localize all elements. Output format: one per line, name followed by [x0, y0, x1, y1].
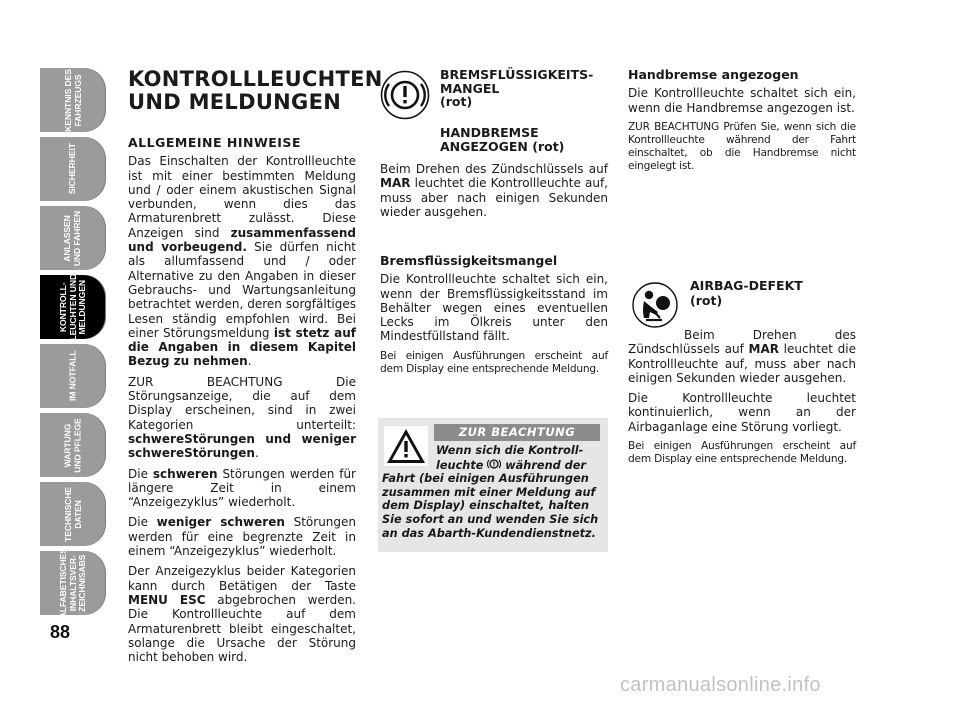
warning-line: Wenn sich die Kontroll- [436, 444, 584, 457]
text: . [254, 446, 259, 461]
bold-text: schweren [152, 466, 218, 481]
bold-text: zusammenfassend und vorbeugend. [128, 225, 356, 255]
airbag-warning-icon [632, 282, 678, 328]
tab-anlassen-und-fahren[interactable] [40, 206, 106, 270]
tab-kenntnis-des-fahrzeugs[interactable] [40, 68, 106, 132]
page-number: 88 [50, 622, 71, 642]
warning-body: Fahrt (bei einigen Ausführungen zusammen mit einer Meldung auf dem Display) einschaltet, halten Sie sofort an und wenden Sie sich an das Abarth-Kundendienstnetz. [382, 472, 599, 540]
text: Störungen werden für eine begrenzte Zeit in einem “Anzeigezyklus” wiederholt. [128, 515, 357, 559]
tab-label: SICHERHEIT [67, 143, 78, 195]
brake-symbol-icon [487, 458, 501, 470]
column-handbrake [628, 68, 856, 179]
bold-text: MAR [748, 342, 779, 357]
tab-label: ANLASSEN UND FAHREN [62, 210, 82, 266]
subheading-brake-fluid: Bremsflüssigkeitsmangel [380, 253, 558, 268]
paragraph: Die Kontrollleuchte leuchtet kontinuierlich, wenn an der Airbaganlage eine Störung vorliegt. [628, 391, 856, 434]
title-line-2: UND MELDUNGEN [128, 90, 342, 114]
warning-text [382, 444, 602, 540]
tab-label: WARTUNG UND PFLEGE [62, 417, 82, 473]
text: Die [128, 466, 153, 481]
text: leuchtet die Kontrollleuchte auf, muss aber nach einigen Sekunden wieder ausgehen. [628, 342, 857, 385]
warning-tag: ZUR BEACHTUNG [434, 424, 600, 441]
tab-kontrollleuchten-und-meldungen[interactable] [40, 275, 106, 339]
tab-im-notfall[interactable] [40, 344, 106, 408]
bold-text: MAR [380, 176, 411, 191]
heading-line: MANGEL [440, 80, 500, 96]
tab-technische-daten[interactable] [40, 482, 106, 546]
column-brake-fluid [380, 68, 608, 382]
paragraph-small: Bei einigen Ausführungen erscheint auf dem Display eine entsprechende Meldung. [380, 349, 608, 375]
heading-line: AIRBAG-DEFEKT [690, 278, 803, 293]
paragraph [128, 467, 356, 510]
brake-warning-icon [380, 70, 430, 120]
tab-sicherheit[interactable] [40, 137, 106, 201]
bold-text: schwereStörungen und weniger schwereStörungen [128, 431, 356, 461]
tab-wartung-und-pflege[interactable] [40, 413, 106, 477]
text: leuchte [436, 458, 488, 472]
subheading-handbrake: Handbremse angezogen [628, 67, 799, 82]
heading-line: ANGEZOGEN (rot) [440, 138, 565, 154]
paragraph [128, 375, 356, 461]
paragraph-small: Bei einigen Ausführungen erscheint auf dem Display eine entsprechende Meldung. [628, 440, 856, 466]
paragraph [128, 564, 356, 664]
bold-text: weniger schweren [156, 515, 285, 530]
paragraph [128, 154, 356, 368]
tab-label: IM NOTFALL [67, 350, 78, 402]
bold-text: MENU ESC [128, 592, 206, 607]
heading-line: (rot) [440, 94, 473, 109]
tab-alfabetisches-inhaltsverzeichnis[interactable] [40, 547, 106, 619]
tab-label: ALFABETISCHES INHALTSVER- ZEICHNISABS [57, 547, 87, 619]
column-general-notes [128, 67, 383, 670]
title-line-1: KONTROLLLEUCHTEN [128, 67, 383, 91]
handbrake-heading [440, 126, 564, 153]
heading-line: (rot) [690, 293, 723, 308]
tab-label: KENNTNIS DES FAHRZEUGS [62, 68, 82, 132]
text: Beim Drehen des Zündschlüssels auf [380, 162, 608, 176]
text: Der Anzeigezyklus beider Kategorien kann durch Betätigen der Taste [128, 564, 356, 593]
text: Sie dürfen nicht als allumfassend und / oder Alternative zu den Angaben in dieser Gebrauchs- und Wartungsanleitung betrachtet werden, deren sorgfältiges Lesen ständig empfohlen wird. Bei einer Störungsmeldung [128, 240, 357, 340]
text: leuchtet die Kontrollleuchte auf, muss aber nach einigen Sekunden wieder ausgehen. [380, 176, 608, 219]
text: . [247, 354, 252, 369]
paragraph [628, 328, 856, 385]
airbag-body [628, 328, 856, 472]
tab-label: KONTROLL- LEUCHTEN UND MELDUNGEN [57, 273, 87, 341]
paragraph [380, 162, 608, 219]
bold-text: ist stetz auf die Angaben in diesem Kapitel Bezug zu nehmen [128, 325, 356, 369]
heading-line: BREMSFLÜSSIGKEITS- [440, 67, 594, 82]
brake-warning-header [380, 67, 608, 219]
tab-label: TECHNISCHE DATEN [62, 486, 82, 542]
page-title [128, 67, 383, 114]
text: Störungen werden für längere Zeit in einem “Anzeigezyklus” wiederholt. [128, 466, 356, 510]
paragraph: Die Kontrollleuchte schaltet sich ein, wenn der Bremsflüssigkeitsstand im Behälter wegen eines eventuellen Lecks im Ölkreis unter den Mindestfüllstand fällt. [380, 272, 608, 344]
text: Beim Drehen des Zündschlüssels auf [628, 328, 856, 357]
airbag-heading [690, 278, 803, 308]
warning-line [382, 458, 602, 473]
text: abgebrochen werden. Die Kontrollleuchte auf dem Armaturenbrett bleibt eingeschaltet, solange die Ursache der Störung nicht behoben wird. [128, 592, 356, 665]
heading-line: HANDBREMSE [440, 125, 539, 140]
text: während der [501, 458, 586, 472]
paragraph [128, 515, 356, 558]
watermark: carmanualsonline.info [620, 674, 821, 696]
brake-fluid-heading [440, 68, 593, 109]
paragraph: Die Kontrollleuchte schaltet sich ein, wenn die Handbremse angezogen ist. [628, 86, 856, 115]
warning-note-box [378, 418, 608, 552]
text: Das Einschalten der Kontrollleuchte ist mit einer bestimmten Meldung und / oder einem akustischen Signal verbunden, wenn dies das Armaturenbrett zulässt. Diese Anzeigen sind [128, 154, 356, 240]
text: ZUR BEACHTUNG Die Störungsanzeige, die auf dem Display erscheinen, sind in zwei Kategorien unterteilt: [128, 374, 356, 432]
section-heading: ALLGEMEINE HINWEISE [128, 135, 301, 150]
text: Die [128, 515, 157, 530]
paragraph-small: ZUR BEACHTUNG Prüfen Sie, wenn sich die Kontrollleuchte während der Fahrt einschaltet, ob die Handbremse nicht eingelegt ist. [628, 120, 856, 172]
